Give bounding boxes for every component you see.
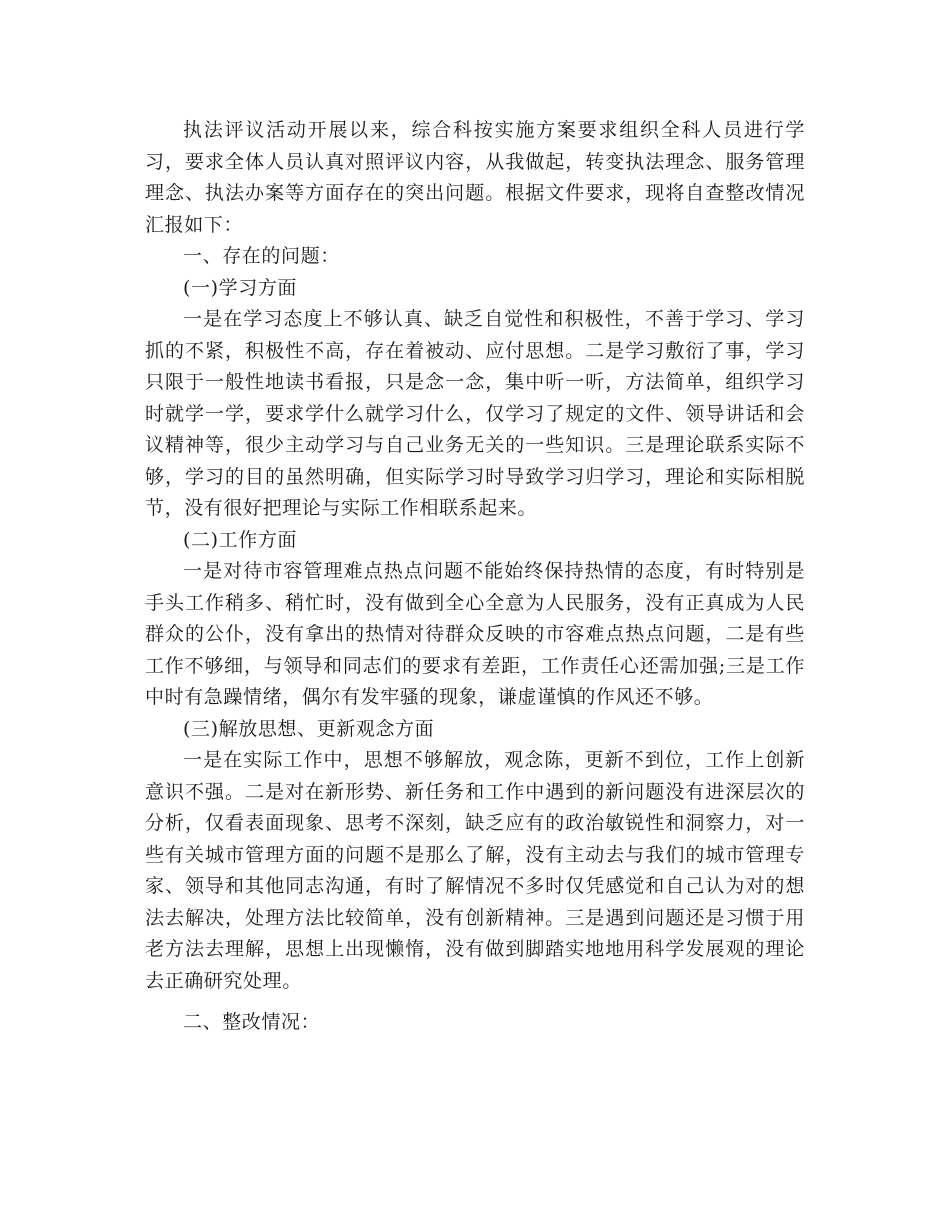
intro-paragraph: 执法评议活动开展以来，综合科按实施方案要求组织全科人员进行学习，要求全体人员认真对照评议内容，从我做起，转变执法理念、服务管理理念、执法办案等方面存在的突出问题。根据文件要求，现将自查整改情况汇报如下： bbox=[145, 119, 805, 236]
section-heading-rectification: 二、整改情况： bbox=[183, 1011, 321, 1033]
subsection-heading-study: (一)学习方面 bbox=[183, 276, 298, 299]
study-paragraph: 一是在学习态度上不够认真、缺乏自觉性和积极性，不善于学习、学习抓的不紧，积极性不高，存在着被动、应付思想。二是学习敷衍了事，学习只限于一般性地读书看报，只是念一念，集中听一听，方法简单，组织学习时就学一学，要求学什么就学习什么，仅学习了规定的文件、领导讲话和会议精神等，很少主动学习与自己业务无关的一些知识。三是理论联系实际不够，学习的目的虽然明确，但实际学习时导致学习归学习，理论和实际相脱节，没有很好把理论与实际工作相联系起来。 bbox=[145, 308, 805, 519]
subsection-heading-work: (二)工作方面 bbox=[183, 528, 298, 551]
work-paragraph: 一是对待市容管理难点热点问题不能始终保持热情的态度，有时特别是手头工作稍多、稍忙时，没有做到全心全意为人民服务，没有正真成为人民群众的公仆，没有拿出的热情对待群众反映的市容难点热点问题，二是有些工作不够细，与领导和同志们的要求有差距，工作责任心还需加强;三是工作中时有急躁情绪，偶尔有发牢骚的现象，谦虚谨慎的作风还不够。 bbox=[145, 560, 805, 708]
document-body bbox=[145, 115, 805, 1039]
ideas-paragraph: 一是在实际工作中，思想不够解放，观念陈，更新不到位，工作上创新意识不强。二是对在新形势、新任务和工作中遇到的新问题没有进深层次的分析，仅看表面现象、思考不深刻，缺乏应有的政治敏锐性和洞察力，对一些有关城市管理方面的问题不是那么了解，没有主动去与我们的城市管理专家、领导和其他同志沟通，有时了解情况不多时仅凭感觉和自己认为对的想法去解决，处理方法比较简单，没有创新精神。三是遇到问题还是习惯于用老方法去理解，思想上出现懒惰，没有做到脚踏实地地用科学发展观的理论去正确研究处理。 bbox=[145, 749, 805, 992]
section-heading-problems: 一、存在的问题： bbox=[183, 245, 340, 267]
subsection-heading-ideas: (三)解放思想、更新观念方面 bbox=[183, 717, 435, 740]
